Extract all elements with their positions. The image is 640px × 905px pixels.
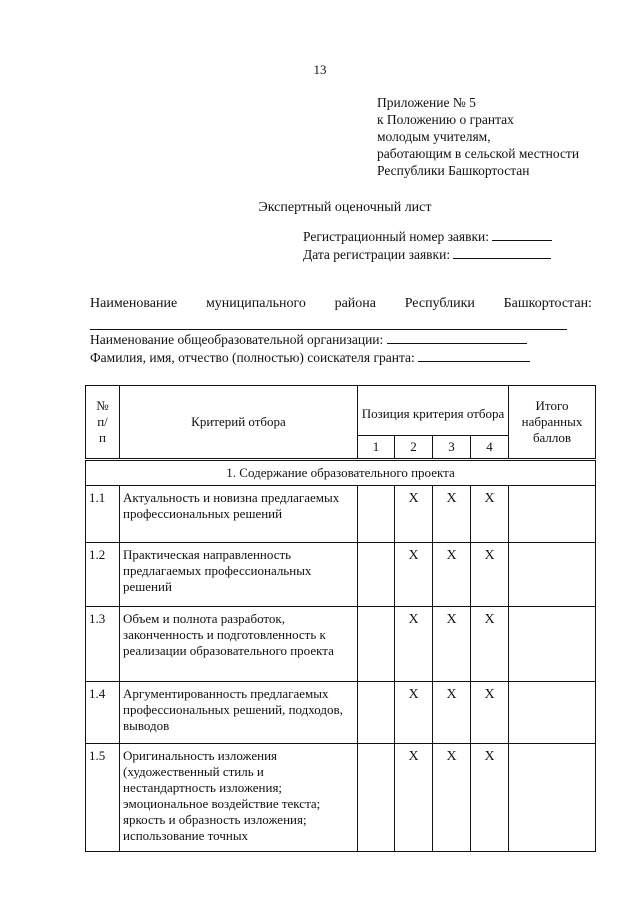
applicant-fields — [90, 331, 530, 367]
score-cell-mark[interactable]: Х — [471, 744, 509, 852]
row-criterion: Аргументированность предлагаемых профессиональных решений, подходов, выводов — [120, 682, 358, 744]
appendix-header — [377, 94, 579, 179]
score-cell-mark[interactable]: Х — [433, 607, 471, 682]
score-cell-mark[interactable]: Х — [433, 486, 471, 543]
registration-number-field[interactable] — [492, 228, 552, 241]
score-cell-mark[interactable]: Х — [471, 543, 509, 607]
appendix-line: работающим в сельской местности — [377, 146, 580, 161]
row-criterion: Оригинальность изложения (художественный стиль и нестандартность изложения; эмоциональное воздействие текста; яркость и образность изложения; использование точных — [120, 744, 358, 852]
table-row — [86, 744, 596, 852]
municipality-word: Наименование — [90, 296, 178, 311]
row-num: 1.2 — [86, 543, 120, 607]
row-num: 1.1 — [86, 486, 120, 543]
registration-date-label: Дата регистрации заявки: — [303, 247, 451, 262]
appendix-line: Приложение № 5 — [377, 95, 476, 110]
municipality-word: Республики — [404, 296, 475, 311]
registration-block — [303, 228, 552, 264]
municipality-line — [90, 296, 592, 312]
document-title: Экспертный оценочный лист — [258, 200, 432, 215]
score-cell-mark[interactable]: Х — [471, 486, 509, 543]
total-cell[interactable] — [509, 486, 596, 543]
header-position-4: 4 — [471, 436, 509, 460]
row-num: 1.5 — [86, 744, 120, 852]
section-row — [86, 460, 596, 486]
row-num: 1.3 — [86, 607, 120, 682]
registration-number-label: Регистрационный номер заявки: — [303, 229, 490, 244]
score-cell-mark[interactable]: Х — [433, 682, 471, 744]
total-cell[interactable] — [509, 682, 596, 744]
score-cell-1[interactable] — [358, 486, 395, 543]
organization-label: Наименование общеобразовательной организации: — [90, 332, 384, 347]
applicant-name-field[interactable] — [418, 349, 530, 362]
header-position-1: 1 — [358, 436, 395, 460]
total-cell[interactable] — [509, 543, 596, 607]
score-cell-mark[interactable]: Х — [471, 682, 509, 744]
score-cell-mark[interactable]: Х — [395, 682, 433, 744]
score-cell-1[interactable] — [358, 744, 395, 852]
registration-date-field[interactable] — [453, 246, 551, 259]
row-num: 1.4 — [86, 682, 120, 744]
header-num: № п/п — [86, 386, 120, 460]
header-criterion: Критерий отбора — [120, 386, 358, 460]
appendix-line: молодым учителям, — [377, 129, 491, 144]
header-total: Итого набранных баллов — [509, 386, 596, 460]
row-criterion: Объем и полнота разработок, законченность и подготовленность к реализации образовательного проекта — [120, 607, 358, 682]
table-row — [86, 543, 596, 607]
score-cell-mark[interactable]: Х — [395, 543, 433, 607]
total-cell[interactable] — [509, 744, 596, 852]
table-row — [86, 486, 596, 543]
municipality-field[interactable] — [90, 329, 567, 330]
page-number: 13 — [313, 62, 327, 77]
header-row — [86, 386, 596, 436]
score-cell-mark[interactable]: Х — [433, 543, 471, 607]
header-position: Позиция критерия отбора — [358, 386, 509, 436]
evaluation-table — [85, 385, 596, 852]
table-row — [86, 682, 596, 744]
municipality-word: района — [334, 296, 376, 311]
appendix-line: к Положению о грантах — [377, 112, 514, 127]
score-cell-mark[interactable]: Х — [395, 744, 433, 852]
score-cell-mark[interactable]: Х — [395, 486, 433, 543]
applicant-name-label: Фамилия, имя, отчество (полностью) соискателя гранта: — [90, 350, 415, 365]
row-criterion: Актуальность и новизна предлагаемых профессиональных решений — [120, 486, 358, 543]
municipality-word: муниципального — [205, 296, 306, 311]
row-criterion: Практическая направленность предлагаемых профессиональных решений — [120, 543, 358, 607]
section-title: 1. Содержание образовательного проекта — [86, 460, 596, 486]
appendix-line: Республики Башкортостан — [377, 163, 530, 178]
table-row — [86, 607, 596, 682]
score-cell-1[interactable] — [358, 682, 395, 744]
score-cell-mark[interactable]: Х — [433, 744, 471, 852]
score-cell-mark[interactable]: Х — [395, 607, 433, 682]
total-cell[interactable] — [509, 607, 596, 682]
municipality-word: Башкортостан: — [503, 296, 592, 311]
score-cell-1[interactable] — [358, 543, 395, 607]
score-cell-1[interactable] — [358, 607, 395, 682]
header-position-3: 3 — [433, 436, 471, 460]
score-cell-mark[interactable]: Х — [471, 607, 509, 682]
header-position-2: 2 — [395, 436, 433, 460]
organization-field[interactable] — [387, 331, 527, 344]
